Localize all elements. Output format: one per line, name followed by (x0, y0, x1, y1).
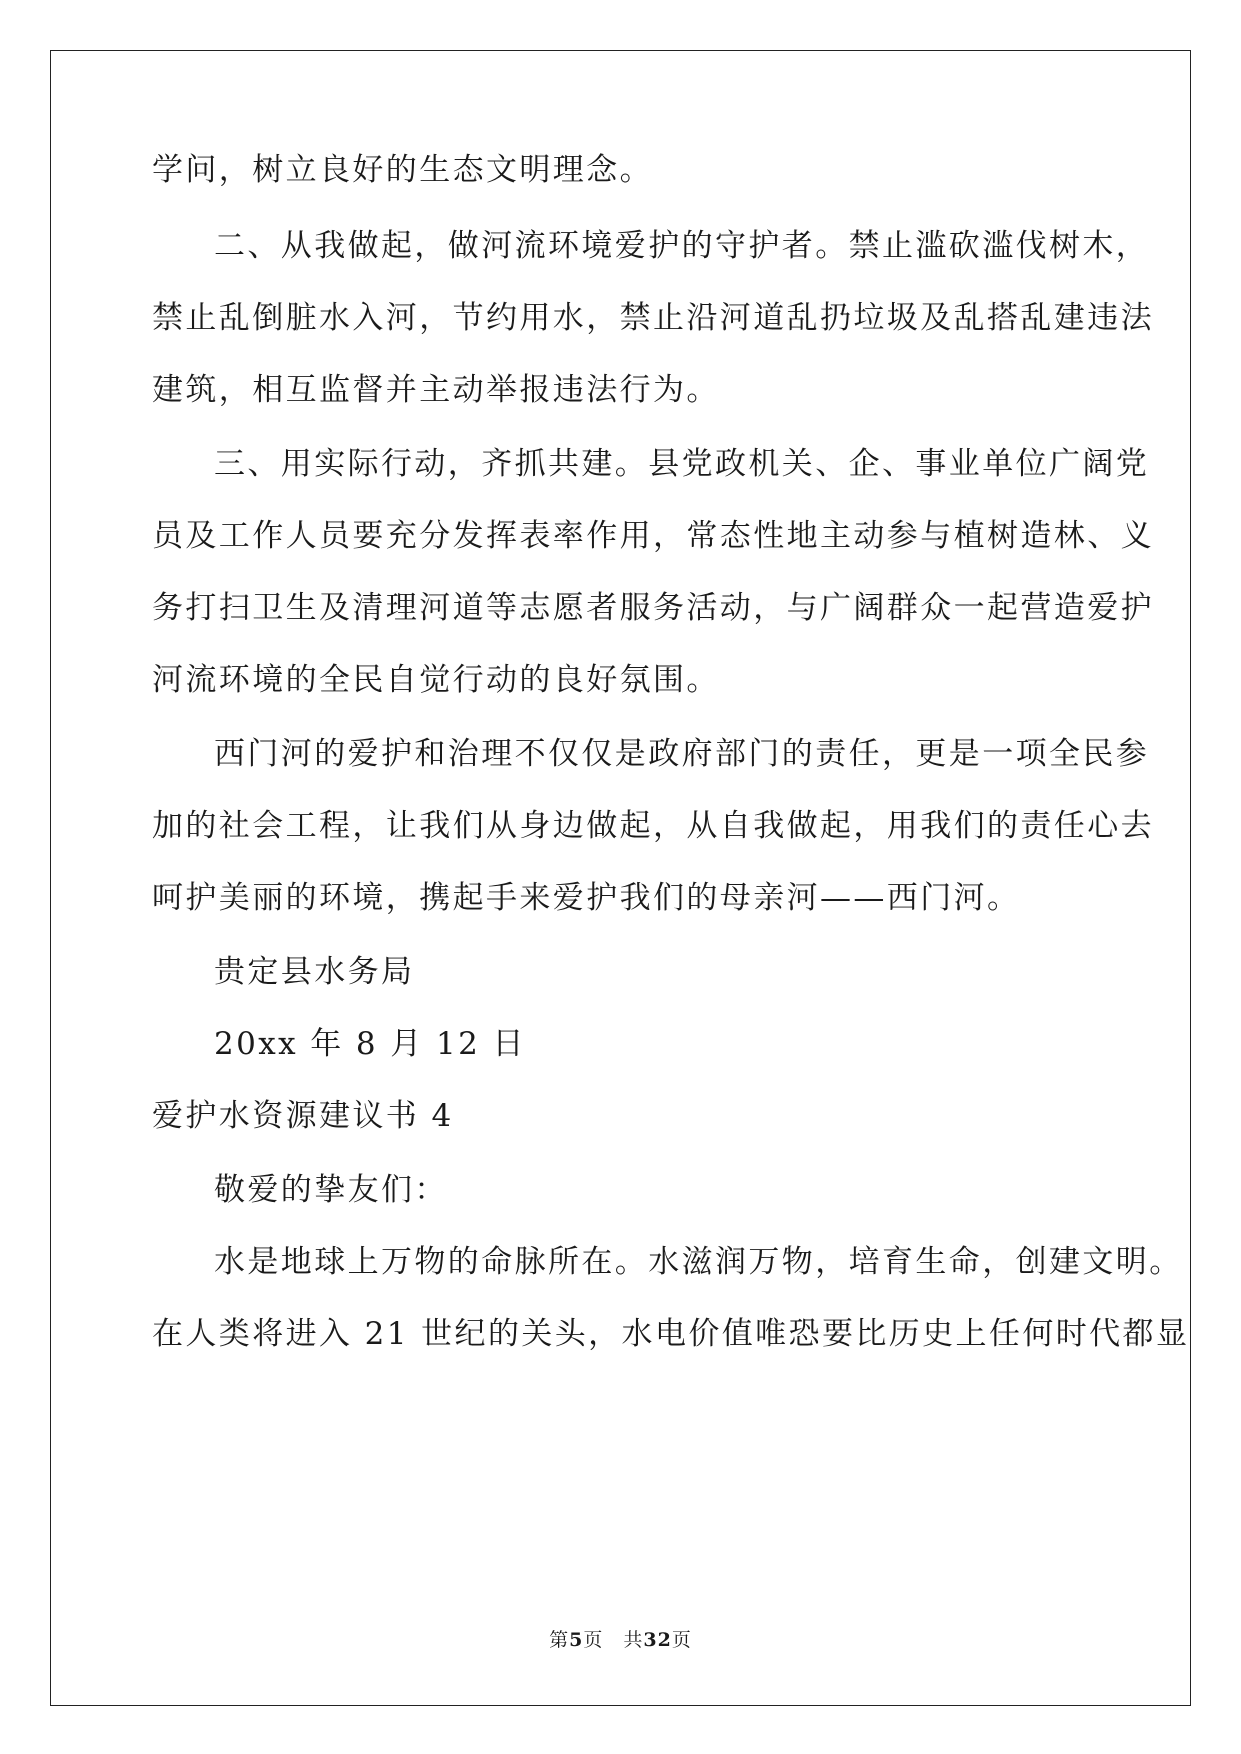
paragraph-line: 学问，树立良好的生态文明理念。 (152, 152, 653, 188)
signature-org: 贵定县水务局 (214, 954, 415, 990)
footer-page-number: 5 (569, 1629, 584, 1651)
footer-suffix: 页 (671, 1629, 692, 1651)
paragraph-line: 员及工作人员要充分发挥表率作用，常态性地主动参与植树造林、义 (152, 518, 1154, 554)
footer-prefix: 第 (549, 1629, 570, 1651)
paragraph-line: 水是地球上万物的命脉所在。水滋润万物，培育生命，创建文明。 (214, 1244, 1183, 1280)
paragraph-line: 西门河的爱护和治理不仅仅是政府部门的责任，更是一项全民参 (214, 736, 1150, 772)
paragraph-line: 务打扫卫生及清理河道等志愿者服务活动，与广阔群众一起营造爱护 (152, 590, 1154, 626)
paragraph-line: 河流环境的全民自觉行动的良好氛围。 (152, 662, 720, 698)
footer-middle: 页 共 (583, 1629, 644, 1651)
paragraph-line: 建筑，相互监督并主动举报违法行为。 (152, 372, 720, 408)
footer-total-pages: 32 (643, 1629, 672, 1651)
paragraph-line: 三、用实际行动，齐抓共建。县党政机关、企、事业单位广阔党 (214, 446, 1150, 482)
paragraph-line: 二、从我做起，做河流环境爱护的守护者。禁止滥砍滥伐树木， (214, 228, 1150, 264)
salutation: 敬爱的挚友们： (214, 1172, 448, 1208)
page-footer (0, 1628, 1241, 1652)
paragraph-line: 呵护美丽的环境，携起手来爱护我们的母亲河——西门河。 (152, 880, 1021, 916)
signature-date: 20xx 年 8 月 12 日 (214, 1026, 526, 1062)
paragraph-line: 禁止乱倒脏水入河，节约用水，禁止沿河道乱扔垃圾及乱搭乱建违法 (152, 300, 1154, 336)
paragraph-line: 加的社会工程，让我们从身边做起，从自我做起，用我们的责任心去 (152, 808, 1154, 844)
paragraph-line: 在人类将进入 21 世纪的关头，水电价值唯恐要比历史上任何时代都显 (152, 1316, 1190, 1352)
section-heading: 爱护水资源建议书 4 (152, 1098, 454, 1134)
